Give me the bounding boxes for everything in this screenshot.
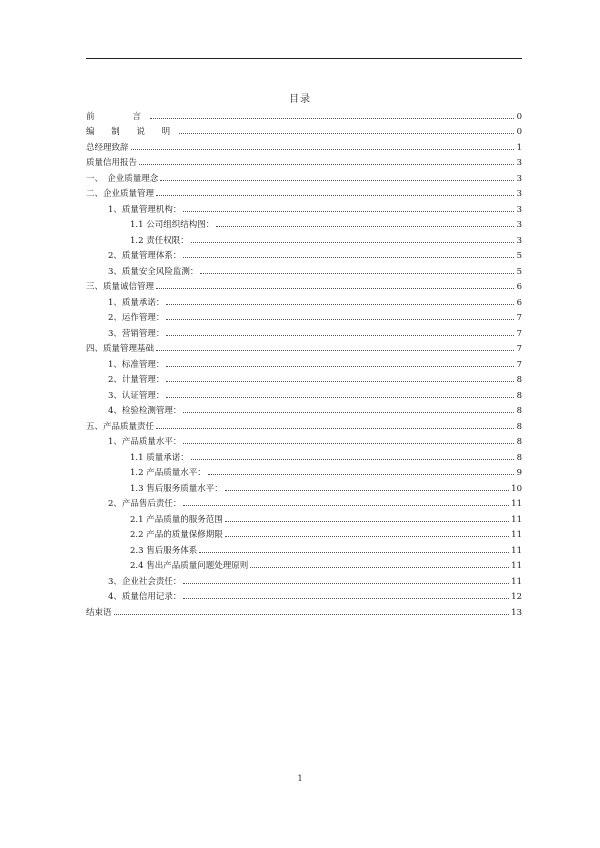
toc-entry-label: 结束语 xyxy=(86,607,112,618)
toc-entry[interactable] xyxy=(86,230,522,246)
toc-entry-label: 1、质量管理机构： xyxy=(108,204,182,215)
toc-entry-page: 11 xyxy=(511,561,522,571)
toc-entry-label: 4、质量信用记录： xyxy=(108,592,182,602)
toc-entry[interactable] xyxy=(86,246,522,262)
toc-entry-label: 2、计量管理： xyxy=(108,375,165,385)
toc-entry-label: 3、质量安全风险监测： xyxy=(108,266,199,277)
toc-leader-dots xyxy=(166,366,514,367)
toc-entry[interactable] xyxy=(86,323,522,339)
toc-entry[interactable] xyxy=(86,463,522,479)
toc-title: 目录 xyxy=(289,94,311,105)
toc-entry-label: 2.2 产品的质量保修期限 xyxy=(130,530,223,540)
toc-entry[interactable] xyxy=(86,215,522,231)
toc-leader-dots xyxy=(200,273,514,274)
toc-entry[interactable] xyxy=(86,540,522,556)
toc-entry-page: 3 xyxy=(516,204,522,215)
toc-entry-page: 12 xyxy=(511,592,522,602)
toc-entry[interactable] xyxy=(86,106,522,122)
toc-leader-dots xyxy=(250,567,509,568)
toc-leader-dots xyxy=(199,552,509,553)
toc-entry-label: 2.1 产品质量的服务范围 xyxy=(130,514,223,525)
toc-leader-dots xyxy=(156,288,514,289)
toc-entry-label: 4、检验检测管理： xyxy=(108,406,182,416)
page-number: 1 xyxy=(297,774,303,783)
toc-leader-dots xyxy=(183,505,509,506)
toc-leader-dots xyxy=(166,381,514,382)
toc-entry-page: 11 xyxy=(511,576,522,587)
toc-entry[interactable] xyxy=(86,184,522,200)
toc-entry[interactable] xyxy=(86,587,522,603)
toc-entry-page: 0 xyxy=(516,111,522,122)
toc-entry-label: 一、 企业质量理念 xyxy=(86,173,159,184)
toc-entry-page: 8 xyxy=(516,437,522,447)
toc-entry[interactable] xyxy=(86,339,522,355)
toc-entry-label: 2、质量管理体系： xyxy=(108,251,182,261)
toc-leader-dots xyxy=(183,412,514,413)
toc-entry-page: 6 xyxy=(516,297,522,308)
toc-entry-page: 0 xyxy=(516,127,522,137)
toc-leader-dots xyxy=(150,118,514,119)
toc-entry-page: 8 xyxy=(516,390,522,401)
toc-leader-dots xyxy=(166,397,514,398)
toc-entry-page: 13 xyxy=(511,607,522,618)
toc-entry[interactable] xyxy=(86,478,522,494)
toc-entry-page: 8 xyxy=(516,406,522,416)
toc-entry-label: 1.1 公司组织结构图： xyxy=(130,220,215,230)
toc-entry-page: 11 xyxy=(511,545,522,556)
toc-leader-dots xyxy=(156,195,514,196)
toc-leader-dots xyxy=(183,598,509,599)
toc-leader-dots xyxy=(166,319,514,320)
toc-entry-page: 9 xyxy=(516,468,522,478)
toc-entry-label: 1、产品质量水平： xyxy=(108,437,182,447)
toc-entry-page: 1 xyxy=(516,142,522,153)
toc-entry[interactable] xyxy=(86,122,522,138)
toc-entry[interactable] xyxy=(86,137,522,153)
toc-entry-label: 2、产品售后责任： xyxy=(108,499,182,509)
toc-entry[interactable] xyxy=(86,432,522,448)
toc-leader-dots xyxy=(225,536,509,537)
toc-leader-dots xyxy=(183,583,509,584)
toc-entry-label: 质量信用报告 xyxy=(86,158,138,168)
toc-entry-page: 7 xyxy=(516,359,522,370)
toc-entry-label: 1.3 售后服务质量水平： xyxy=(130,483,223,494)
toc-entry[interactable] xyxy=(86,199,522,215)
toc-leader-dots xyxy=(183,211,514,212)
toc-entry-page: 3 xyxy=(516,220,522,230)
toc-entry[interactable] xyxy=(86,571,522,587)
toc-leader-dots xyxy=(191,459,514,460)
toc-entry-page: 3 xyxy=(516,235,522,246)
toc-entry[interactable] xyxy=(86,416,522,432)
toc-entry-label: 1、标准管理： xyxy=(108,359,165,370)
toc-entry-page: 5 xyxy=(516,266,522,277)
toc-entry-label: 前 言 xyxy=(86,111,149,122)
toc-entry[interactable] xyxy=(86,370,522,386)
toc-entry-page: 7 xyxy=(516,313,522,323)
toc-entry-label: 3、企业社会责任： xyxy=(108,576,182,587)
toc-entry[interactable] xyxy=(86,385,522,401)
toc-leader-dots xyxy=(156,350,514,351)
toc-entry-label: 三、质量诚信管理 xyxy=(86,282,155,292)
toc-entry-label: 3、认证管理： xyxy=(108,390,165,401)
toc-entry[interactable] xyxy=(86,308,522,324)
toc-entry-label: 2、运作管理： xyxy=(108,313,165,323)
toc-entry[interactable] xyxy=(86,277,522,293)
toc-entry-page: 3 xyxy=(516,173,522,184)
toc-entry-page: 8 xyxy=(516,452,522,463)
toc-leader-dots xyxy=(139,164,514,165)
toc-leader-dots xyxy=(156,428,514,429)
toc-leader-dots xyxy=(131,149,514,150)
toc-entry-page: 11 xyxy=(511,514,522,525)
toc-entry-label: 2.4 售出产品质量问题处理原则 xyxy=(130,561,249,571)
toc-entry-page: 11 xyxy=(511,530,522,540)
toc-leader-dots xyxy=(166,335,514,336)
toc-entry-label: 1.2 产品质量水平： xyxy=(130,468,206,478)
toc-entry[interactable] xyxy=(86,292,522,308)
toc-entry-page: 3 xyxy=(516,158,522,168)
toc-entry-page: 7 xyxy=(516,328,522,339)
toc-leader-dots xyxy=(160,180,514,181)
toc-entry-page: 10 xyxy=(511,483,522,494)
toc-leader-dots xyxy=(114,614,510,615)
toc-entry[interactable] xyxy=(86,401,522,417)
toc-entry-page: 7 xyxy=(516,344,522,354)
toc-leader-dots xyxy=(191,242,514,243)
toc-leader-dots xyxy=(179,133,514,134)
toc-entry-page: 11 xyxy=(511,499,522,509)
toc-entry[interactable] xyxy=(86,509,522,525)
toc-entry-page: 8 xyxy=(516,421,522,432)
toc-entry-page: 6 xyxy=(516,282,522,292)
toc-entry-page: 3 xyxy=(516,189,522,199)
toc-entry-label: 编 制 说 明 xyxy=(86,127,178,137)
toc-entry-label: 五、产品质量责任 xyxy=(86,421,155,432)
toc-entry[interactable] xyxy=(86,168,522,184)
toc-entry-label: 3、营销管理： xyxy=(108,328,165,339)
toc-leader-dots xyxy=(166,304,514,305)
toc-entry[interactable] xyxy=(86,447,522,463)
toc-entry-label: 1.2 责任权限： xyxy=(130,235,189,246)
toc-entry[interactable] xyxy=(86,261,522,277)
toc-entry[interactable] xyxy=(86,525,522,541)
toc-leader-dots xyxy=(208,474,514,475)
toc-entry-label: 2.3 售后服务体系 xyxy=(130,545,198,556)
toc-entry-label: 总经理致辞 xyxy=(86,142,129,153)
toc-entry-page: 8 xyxy=(516,375,522,385)
toc-leader-dots xyxy=(183,443,514,444)
toc-entry-page: 5 xyxy=(516,251,522,261)
toc-leader-dots xyxy=(225,490,509,491)
toc-entry[interactable] xyxy=(86,556,522,572)
table-of-contents xyxy=(86,106,522,618)
toc-entry[interactable] xyxy=(86,602,522,618)
toc-entry[interactable] xyxy=(86,354,522,370)
toc-entry-label: 1、质量承诺： xyxy=(108,297,165,308)
toc-entry[interactable] xyxy=(86,494,522,510)
toc-entry[interactable] xyxy=(86,153,522,169)
toc-entry-label: 二、企业质量管理 xyxy=(86,189,155,199)
header-rule xyxy=(86,58,522,59)
toc-leader-dots xyxy=(216,226,514,227)
toc-entry-label: 1.1 质量承诺： xyxy=(130,452,189,463)
toc-entry-label: 四、质量管理基础 xyxy=(86,344,155,354)
toc-leader-dots xyxy=(225,521,509,522)
toc-leader-dots xyxy=(183,257,514,258)
